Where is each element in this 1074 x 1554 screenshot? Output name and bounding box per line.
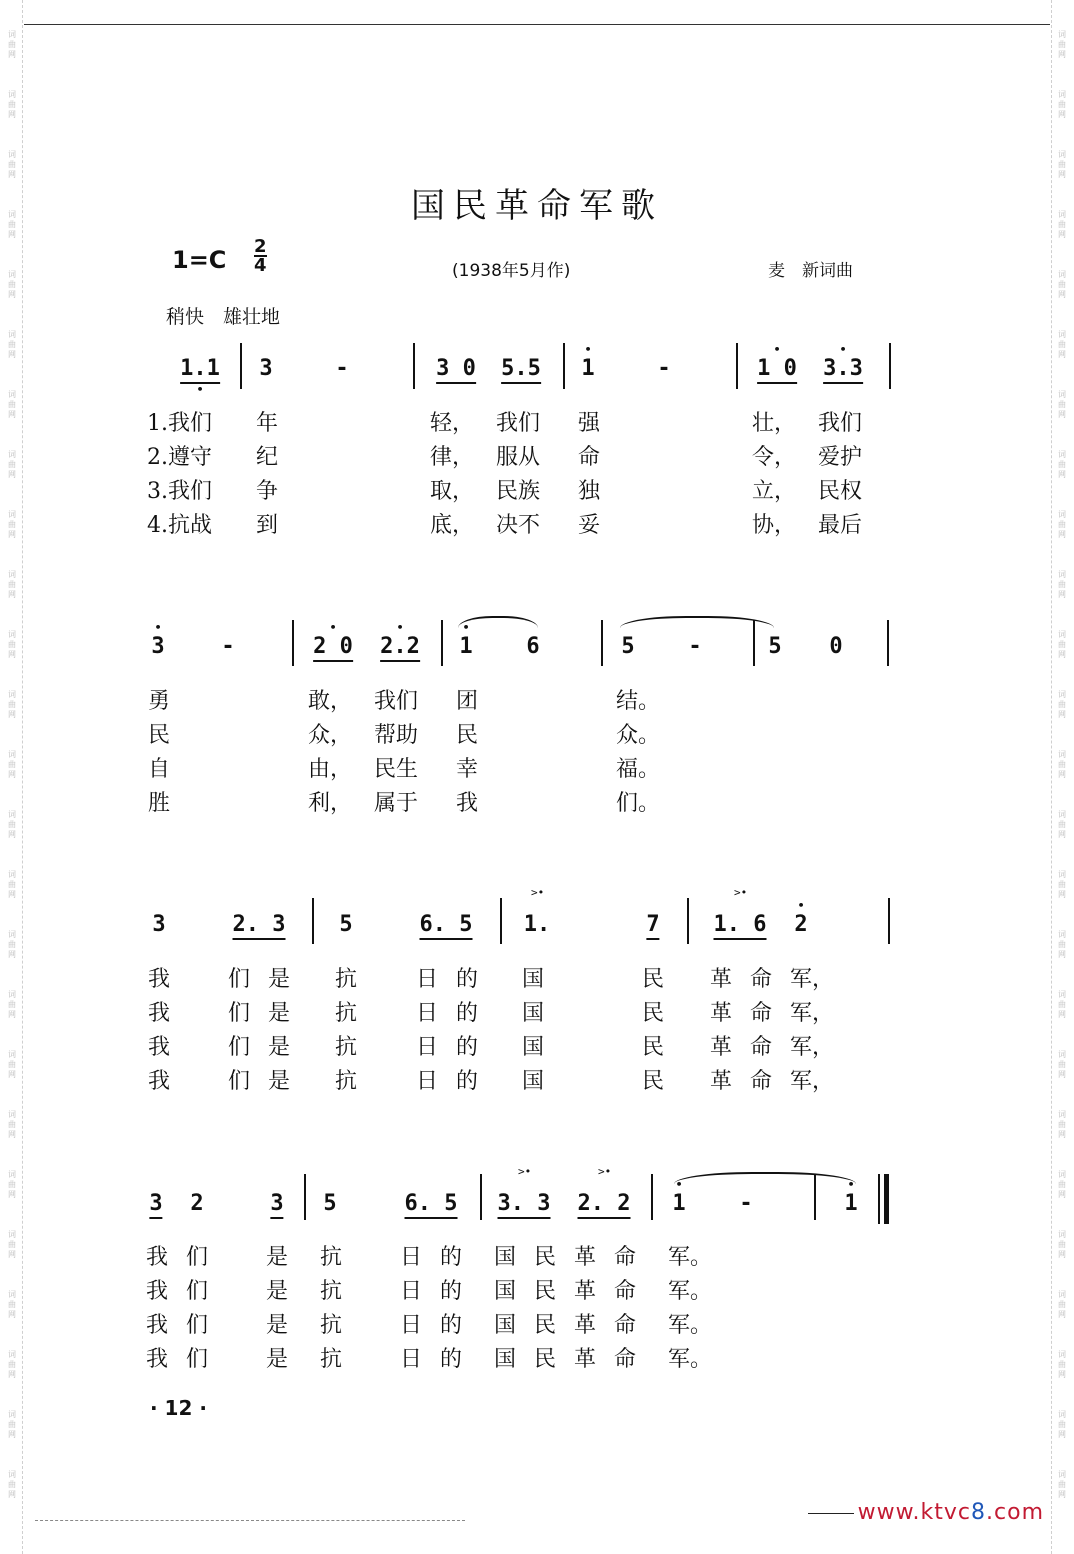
margin-watermark-text: 词 曲 网 (1058, 390, 1066, 419)
margin-watermark-text: 词 曲 网 (1058, 1170, 1066, 1199)
lyric: 日 (416, 1001, 439, 1026)
lyric: 们 (186, 1245, 209, 1270)
lyric: 幸 (456, 757, 479, 782)
lyric: 我 (146, 1347, 169, 1372)
lyric: 的 (440, 1313, 463, 1338)
lyric: 令， (752, 445, 797, 470)
lyric: 军。 (668, 1313, 713, 1338)
lyric: 我 (146, 1279, 169, 1304)
lyric: 们 (228, 967, 251, 992)
barline (480, 1174, 482, 1220)
lyric: 们 (228, 1001, 251, 1026)
margin-watermark-text: 词 曲 网 (1058, 90, 1066, 119)
lyric: 国 (522, 1069, 545, 1094)
margin-watermark-text: 词 曲 网 (8, 1050, 16, 1079)
lyric: 是 (268, 1069, 291, 1094)
lyric: 的 (440, 1245, 463, 1270)
margin-watermark-text: 词 曲 网 (8, 930, 16, 959)
margin-watermark-text: 词 曲 网 (8, 510, 16, 539)
lyric: 是 (268, 967, 291, 992)
slur (674, 1172, 856, 1184)
barline (651, 1174, 653, 1220)
top-rule (24, 24, 1050, 25)
lyric: 们 (186, 1313, 209, 1338)
margin-watermark-text: 词 曲 网 (1058, 930, 1066, 959)
left-margin-watermark (2, 0, 23, 1554)
lyric: 民 (534, 1313, 557, 1338)
lyric: 日 (400, 1279, 423, 1304)
lyric: 军。 (668, 1245, 713, 1270)
margin-watermark-text: 词 曲 网 (8, 30, 16, 59)
lyric: 民权 (818, 479, 863, 504)
lyric: 1.我们 (147, 411, 212, 436)
right-margin-watermark (1051, 0, 1072, 1554)
lyric: 革 (574, 1245, 597, 1270)
margin-watermark-text: 词 曲 网 (1058, 1050, 1066, 1079)
note: 5 (621, 634, 635, 659)
author-credit: 麦 新词曲 (768, 261, 853, 281)
margin-watermark-text: 词 曲 网 (8, 390, 16, 419)
lyric: 壮， (752, 411, 797, 436)
lyric: 民 (534, 1347, 557, 1372)
watermark-suffix: .com (986, 1500, 1044, 1525)
time-signature (254, 238, 267, 274)
lyric: 我 (146, 1313, 169, 1338)
dash: - (221, 634, 235, 659)
lyric: 抗 (320, 1279, 343, 1304)
lyric: 敢， (308, 689, 353, 714)
lyric: 胜 (148, 791, 171, 816)
note: 3 (149, 1191, 162, 1219)
barline (889, 343, 891, 389)
barline (736, 343, 738, 389)
lyric: 国 (522, 1001, 545, 1026)
lyric: 轻， (430, 411, 475, 436)
lyric: 的 (456, 967, 479, 992)
lyric: 国 (494, 1245, 517, 1270)
lyric: 我们 (374, 689, 419, 714)
margin-watermark-text: 词 曲 网 (8, 690, 16, 719)
lyric: 服从 (496, 445, 541, 470)
lyric: 是 (268, 1001, 291, 1026)
composition-date: (1938年5月作) (452, 261, 571, 281)
lyric: 争 (256, 479, 279, 504)
lyric: 的 (440, 1279, 463, 1304)
lyric: 们。 (616, 791, 661, 816)
watermark-number: 8 (971, 1500, 987, 1525)
lyric: 我 (148, 1069, 171, 1094)
footer-rule (35, 1520, 465, 1521)
lyric: 抗 (335, 1001, 358, 1026)
accented-note: >• 1. 6 (714, 912, 767, 940)
final-barline-thick (884, 1174, 889, 1224)
lyric: 的 (456, 1001, 479, 1026)
lyric: 是 (266, 1347, 289, 1372)
margin-watermark-text: 词 曲 网 (8, 750, 16, 779)
note: 6. 5 (420, 912, 473, 940)
note: • 1 (844, 1191, 857, 1216)
margin-watermark-text: 词 曲 网 (8, 150, 16, 179)
lyric: 协， (752, 513, 797, 538)
lyric: 们 (228, 1035, 251, 1060)
lyric: 我 (148, 1035, 171, 1060)
lyric: 国 (494, 1279, 517, 1304)
margin-watermark-text: 词 曲 网 (1058, 1290, 1066, 1319)
margin-watermark-text: 词 曲 网 (8, 870, 16, 899)
barline (312, 898, 314, 944)
lyric: 勇 (148, 689, 171, 714)
slur (620, 616, 774, 628)
lyric: 立， (752, 479, 797, 504)
lyric: 利， (308, 791, 353, 816)
lyric: 是 (266, 1245, 289, 1270)
note: 0 (829, 634, 843, 659)
lyric: 民 (534, 1245, 557, 1270)
margin-watermark-text: 词 曲 网 (1058, 1410, 1066, 1439)
note: • 1 0 (757, 356, 797, 384)
lyric: 军， (790, 1035, 835, 1060)
time-denominator: 4 (254, 255, 267, 276)
site-watermark (808, 1500, 1044, 1525)
margin-watermark-text: 词 曲 网 (8, 1170, 16, 1199)
lyric: 命 (750, 967, 773, 992)
lyric: 是 (266, 1279, 289, 1304)
margin-watermark-text: 词 曲 网 (1058, 990, 1066, 1019)
tempo-marking: 稍快 雄壮地 (166, 306, 281, 328)
lyric: 我 (146, 1245, 169, 1270)
lyric: 是 (268, 1035, 291, 1060)
watermark-prefix: www.ktvc (857, 1500, 972, 1525)
note: 5.5 (501, 356, 541, 384)
margin-watermark-text: 词 曲 网 (1058, 870, 1066, 899)
lyric: 团 (456, 689, 479, 714)
margin-watermark-text: 词 曲 网 (1058, 630, 1066, 659)
lyric: 命 (750, 1035, 773, 1060)
margin-watermark-text: 词 曲 网 (8, 1410, 16, 1439)
lyric: 2.遵守 (147, 445, 212, 470)
lyric: 律， (430, 445, 475, 470)
lyric: 革 (710, 1069, 733, 1094)
note: • 1 (672, 1191, 685, 1216)
margin-watermark-text: 词 曲 网 (1058, 510, 1066, 539)
lyric: 强 (578, 411, 601, 436)
lyric: 命 (750, 1001, 773, 1026)
lyric: 爱护 (818, 445, 863, 470)
lyric: 的 (440, 1347, 463, 1372)
lyric: 妥 (578, 513, 601, 538)
lyric: 民族 (496, 479, 541, 504)
note: 3 0 (436, 356, 476, 384)
lyric: 日 (416, 967, 439, 992)
lyric: 国 (522, 1035, 545, 1060)
lyric: 我 (148, 1001, 171, 1026)
note: • 1 (459, 634, 472, 659)
margin-watermark-text: 词 曲 网 (1058, 1230, 1066, 1259)
lyric: 们 (186, 1347, 209, 1372)
key-signature: 1=C (172, 246, 227, 274)
barline (687, 898, 689, 944)
note: 5 (768, 634, 782, 659)
note: 1.1 • (180, 356, 220, 384)
lyric: 是 (266, 1313, 289, 1338)
margin-watermark-text: 词 曲 网 (8, 1470, 16, 1499)
lyric: 日 (416, 1069, 439, 1094)
lyric: 取， (430, 479, 475, 504)
lyric: 的 (456, 1069, 479, 1094)
note: • 2 0 (313, 634, 353, 662)
lyric: 革 (710, 967, 733, 992)
lyric: 命 (614, 1279, 637, 1304)
lyric: 日 (400, 1245, 423, 1270)
lyric: 结。 (616, 689, 661, 714)
margin-watermark-text: 词 曲 网 (8, 210, 16, 239)
dash: - (335, 356, 349, 381)
lyric: 抗 (335, 1035, 358, 1060)
lyric: 4.抗战 (147, 513, 212, 538)
lyric: 我们 (818, 411, 863, 436)
margin-watermark-text: 词 曲 网 (1058, 30, 1066, 59)
lyric: 军。 (668, 1347, 713, 1372)
lyric: 日 (416, 1035, 439, 1060)
lyric: 革 (710, 1001, 733, 1026)
barline (413, 343, 415, 389)
lyric: 日 (400, 1313, 423, 1338)
lyric: 抗 (320, 1313, 343, 1338)
lyric: 3.我们 (147, 479, 212, 504)
page-number: · 12 · (150, 1396, 207, 1420)
song-title: 国民革命军歌 (411, 186, 663, 226)
barline (887, 620, 889, 666)
lyric: 国 (494, 1313, 517, 1338)
note: • 2 (794, 912, 807, 937)
lyric: 国 (522, 967, 545, 992)
accented-note: >• 3. 3 (498, 1191, 551, 1219)
note: • 1 (581, 356, 594, 381)
slur (458, 616, 538, 628)
lyric: 众。 (616, 723, 661, 748)
margin-watermark-text: 词 曲 网 (8, 330, 16, 359)
margin-watermark-text: 词 曲 网 (8, 90, 16, 119)
lyric: 我 (148, 967, 171, 992)
lyric: 革 (574, 1279, 597, 1304)
lyric: 军， (790, 1069, 835, 1094)
lyric: 抗 (335, 1069, 358, 1094)
margin-watermark-text: 词 曲 网 (1058, 570, 1066, 599)
lyric: 军， (790, 1001, 835, 1026)
barline (240, 343, 242, 389)
barline (753, 620, 755, 666)
lyric: 民 (642, 1035, 665, 1060)
margin-watermark-text: 词 曲 网 (8, 630, 16, 659)
lyric: 军， (790, 967, 835, 992)
note: 3 (270, 1191, 283, 1219)
lyric: 独 (578, 479, 601, 504)
lyric: 由， (308, 757, 353, 782)
note: 3 (152, 912, 166, 937)
margin-watermark-text: 词 曲 网 (1058, 210, 1066, 239)
margin-watermark-text: 词 曲 网 (8, 1230, 16, 1259)
note: 2 (190, 1191, 204, 1216)
note: 6 (526, 634, 540, 659)
lyric: 革 (710, 1035, 733, 1060)
lyric: 的 (456, 1035, 479, 1060)
lyric: 命 (614, 1347, 637, 1372)
barline (292, 620, 294, 666)
margin-watermark-text: 词 曲 网 (8, 1110, 16, 1139)
lyric: 命 (750, 1069, 773, 1094)
lyric: 国 (494, 1347, 517, 1372)
lyric: 革 (574, 1313, 597, 1338)
watermark-rule (808, 1513, 854, 1514)
lyric: 军。 (668, 1279, 713, 1304)
lyric: 民 (642, 967, 665, 992)
margin-watermark-text: 词 曲 网 (1058, 690, 1066, 719)
note: • 2.2 (380, 634, 420, 662)
note: 2. 3 (233, 912, 286, 940)
barline (601, 620, 603, 666)
lyric: 民 (148, 723, 171, 748)
lyric: 们 (228, 1069, 251, 1094)
lyric: 抗 (320, 1347, 343, 1372)
accented-note: >• 1. (524, 912, 551, 937)
note: 3 (259, 356, 273, 381)
note: 6. 5 (405, 1191, 458, 1219)
barline (304, 1174, 306, 1220)
barline (814, 1174, 816, 1220)
accented-note: >• 2. 2 (578, 1191, 631, 1219)
lyric: 纪 (256, 445, 279, 470)
lyric: 最后 (818, 513, 863, 538)
lyric: 命 (614, 1313, 637, 1338)
margin-watermark-text: 词 曲 网 (1058, 1470, 1066, 1499)
lyric: 抗 (320, 1245, 343, 1270)
barline (563, 343, 565, 389)
margin-watermark-text: 词 曲 网 (8, 270, 16, 299)
lyric: 到 (256, 513, 279, 538)
margin-watermark-text: 词 曲 网 (1058, 450, 1066, 479)
margin-watermark-text: 词 曲 网 (1058, 270, 1066, 299)
margin-watermark-text: 词 曲 网 (1058, 330, 1066, 359)
margin-watermark-text: 词 曲 网 (8, 990, 16, 1019)
lyric: 民 (456, 723, 479, 748)
margin-watermark-text: 词 曲 网 (1058, 810, 1066, 839)
lyric: 们 (186, 1279, 209, 1304)
lyric: 民 (534, 1279, 557, 1304)
margin-watermark-text: 词 曲 网 (8, 450, 16, 479)
note: 5 (339, 912, 353, 937)
lyric: 帮助 (374, 723, 419, 748)
note: 5 (323, 1191, 337, 1216)
margin-watermark-text: 词 曲 网 (1058, 750, 1066, 779)
note: • 3.3 (823, 356, 863, 384)
barline (500, 898, 502, 944)
lyric: 民 (642, 1069, 665, 1094)
margin-watermark-text: 词 曲 网 (8, 1350, 16, 1379)
lyric: 日 (400, 1347, 423, 1372)
lyric: 命 (578, 445, 601, 470)
barline (888, 898, 890, 944)
note: 7 (646, 912, 659, 940)
lyric: 我 (456, 791, 479, 816)
dash: - (657, 356, 671, 381)
margin-watermark-text: 词 曲 网 (1058, 1350, 1066, 1379)
margin-watermark-text: 词 曲 网 (8, 810, 16, 839)
margin-watermark-text: 词 曲 网 (8, 1290, 16, 1319)
lyric: 民生 (374, 757, 419, 782)
dash: - (688, 634, 702, 659)
lyric: 决不 (496, 513, 541, 538)
lyric: 福。 (616, 757, 661, 782)
margin-watermark-text: 词 曲 网 (8, 570, 16, 599)
note: • 3 (151, 634, 164, 659)
lyric: 我们 (496, 411, 541, 436)
lyric: 年 (256, 411, 279, 436)
dash: - (739, 1191, 753, 1216)
lyric: 民 (642, 1001, 665, 1026)
lyric: 命 (614, 1245, 637, 1270)
lyric: 自 (148, 757, 171, 782)
barline (441, 620, 443, 666)
lyric: 众， (308, 723, 353, 748)
lyric: 底， (430, 513, 475, 538)
time-numerator: 2 (254, 236, 267, 257)
final-barline-thin (878, 1174, 880, 1224)
lyric: 抗 (335, 967, 358, 992)
lyric: 革 (574, 1347, 597, 1372)
lyric: 属于 (374, 791, 419, 816)
margin-watermark-text: 词 曲 网 (1058, 150, 1066, 179)
margin-watermark-text: 词 曲 网 (1058, 1110, 1066, 1139)
